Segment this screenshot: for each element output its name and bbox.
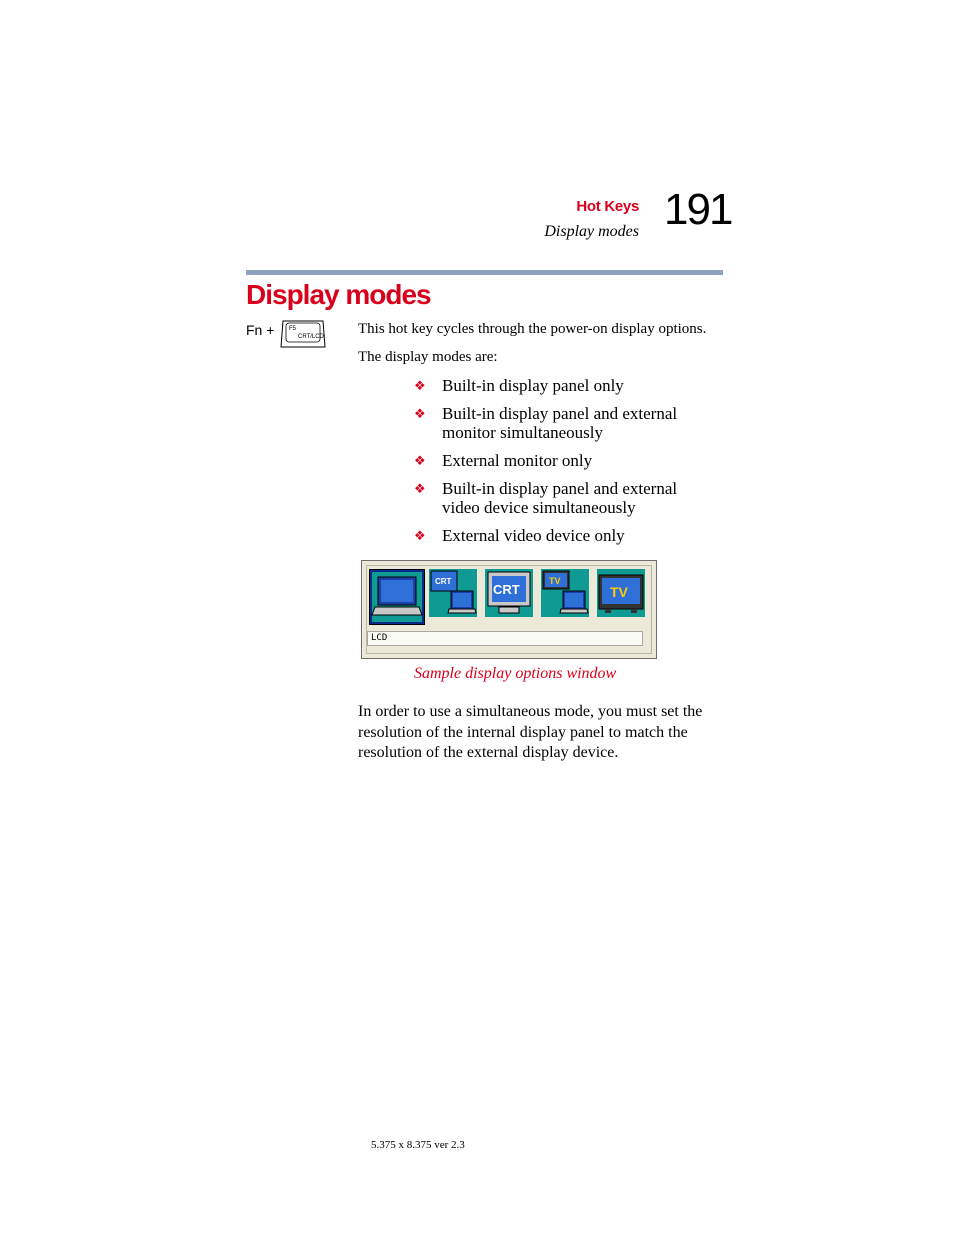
body-paragraph: In order to use a simultaneous mode, you must set the resolution of the internal display panel to match the resolution of the external display device. xyxy=(358,703,703,761)
display-options-window xyxy=(361,560,657,659)
bullet-diamond-icon: ❖ xyxy=(414,378,426,393)
footer-version: 5.375 x 8.375 ver 2.3 xyxy=(371,1139,465,1151)
status-bar: LCD xyxy=(367,631,643,646)
f5-key-icon xyxy=(280,319,326,349)
crt-label: CRT xyxy=(435,577,452,586)
bullet-diamond-icon: ❖ xyxy=(414,406,426,421)
tv-label: TV xyxy=(549,576,561,586)
key-top-label: F5 xyxy=(289,326,297,332)
tv-icon[interactable] xyxy=(597,569,645,617)
header-subsection: Display modes xyxy=(544,223,639,240)
list-item: ❖ Built-in display panel and external monitor simultaneously xyxy=(414,404,678,442)
bullet-diamond-icon: ❖ xyxy=(414,481,426,496)
title-rule xyxy=(246,270,723,275)
page-number: 191 xyxy=(664,185,732,234)
list-intro-text: The display modes are: xyxy=(358,349,498,365)
list-item: ❖ External monitor only xyxy=(414,451,593,470)
crt-label: CRT xyxy=(493,582,520,597)
intro-text: This hot key cycles through the power-on display options. xyxy=(358,321,707,337)
list-item: ❖ Built-in display panel only xyxy=(414,376,624,395)
list-item: ❖ Built-in display panel and external video device simultaneously xyxy=(414,479,678,517)
header-section: Hot Keys xyxy=(576,198,639,215)
page-title: Display modes xyxy=(246,279,431,310)
bullet-diamond-icon: ❖ xyxy=(414,528,426,543)
fn-key-label: Fn + xyxy=(246,322,275,338)
list-item: ❖ External video device only xyxy=(414,526,625,545)
display-modes-list xyxy=(414,376,714,554)
figure-caption: Sample display options window xyxy=(414,665,617,682)
tv-lcd-icon[interactable] xyxy=(541,569,589,617)
lcd-icon[interactable] xyxy=(369,569,425,625)
tv-label: TV xyxy=(610,584,628,600)
crt-icon[interactable] xyxy=(485,569,533,617)
crt-lcd-icon[interactable] xyxy=(429,569,477,617)
bullet-diamond-icon: ❖ xyxy=(414,453,426,468)
key-bottom-label: CRT/LCD xyxy=(298,334,324,340)
